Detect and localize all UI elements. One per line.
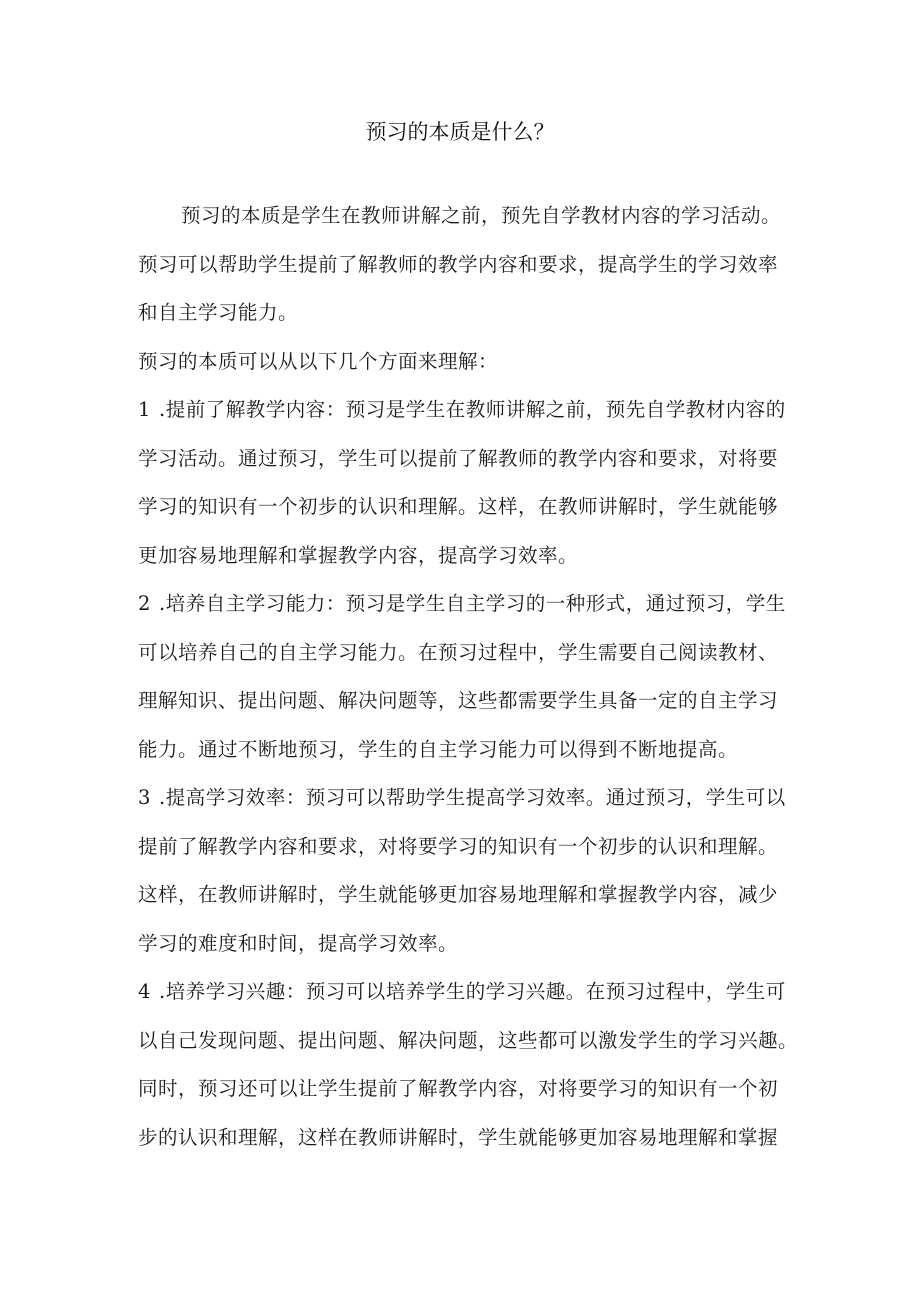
list-item-number: 1: [138, 398, 151, 421]
list-item-line: [138, 393, 808, 442]
paragraph-line: 这样，在教师讲解时，学生就能够更加容易地理解和掌握教学内容，减少: [138, 883, 779, 906]
document-title: 预习的本质是什么？: [365, 120, 555, 144]
document-body: [138, 199, 808, 1169]
paragraph-line: 同时，预习还可以让学生提前了解教学内容，对将要学习的知识有一个初: [138, 1077, 779, 1100]
paragraph-line: 能力。通过不断地预习，学生的自主学习能力可以得到不断地提高。: [138, 737, 739, 761]
list-item-line: [138, 781, 808, 830]
paragraph-line: 以自己发现问题、提出问题、解决问题，这些都可以激发学生的学习兴趣。: [138, 1028, 799, 1052]
list-item-number: 3: [138, 786, 151, 809]
list-item-text: .培养学习兴趣：预习可以培养学生的学习兴趣。在预习过程中，学生可: [159, 980, 786, 1003]
paragraph-line: 提前了解教学内容和要求，对将要学习的知识有一个初步的认识和理解。: [138, 834, 779, 858]
paragraph-line: 学习的难度和时间，提高学习效率。: [138, 931, 459, 955]
paragraph-line: 预习的本质是学生在教师讲解之前，预先自学教材内容的学习活动。: [181, 204, 782, 227]
paragraph-line: 和自主学习能力。: [138, 301, 299, 324]
paragraph-line: 学习活动。通过预习，学生可以提前了解教师的教学内容和要求，对将要: [138, 446, 779, 470]
list-item-text: .提高学习效率：预习可以帮助学生提高学习效率。通过预习，学生可以: [159, 786, 786, 809]
paragraph-line: 学习的知识有一个初步的认识和理解。这样，在教师讲解时，学生就能够: [138, 495, 779, 518]
paragraph-line: 理解知识、提出问题、解决问题等，这些都需要学生具备一定的自主学习: [138, 689, 779, 712]
list-item-number: 4: [138, 980, 151, 1003]
list-item-line: [138, 587, 808, 636]
paragraph-line: 预习可以帮助学生提前了解教师的教学内容和要求，提高学生的学习效率: [138, 252, 779, 276]
list-item-line: [138, 975, 808, 1024]
list-item-text: .培养自主学习能力：预习是学生自主学习的一种形式，通过预习，学生: [159, 592, 786, 615]
paragraph-line: 可以培养自己的自主学习能力。在预习过程中，学生需要自己阅读教材、: [138, 640, 779, 664]
paragraph-line: 更加容易地理解和掌握教学内容，提高学习效率。: [138, 543, 579, 567]
paragraph-line: 步的认识和理解，这样在教师讲解时，学生就能够更加容易地理解和掌握: [138, 1125, 779, 1149]
list-item-text: .提前了解教学内容：预习是学生在教师讲解之前，预先自学教材内容的: [159, 398, 786, 421]
paragraph-line: 预习的本质可以从以下几个方面来理解：: [138, 349, 499, 373]
list-item-number: 2: [138, 592, 151, 615]
